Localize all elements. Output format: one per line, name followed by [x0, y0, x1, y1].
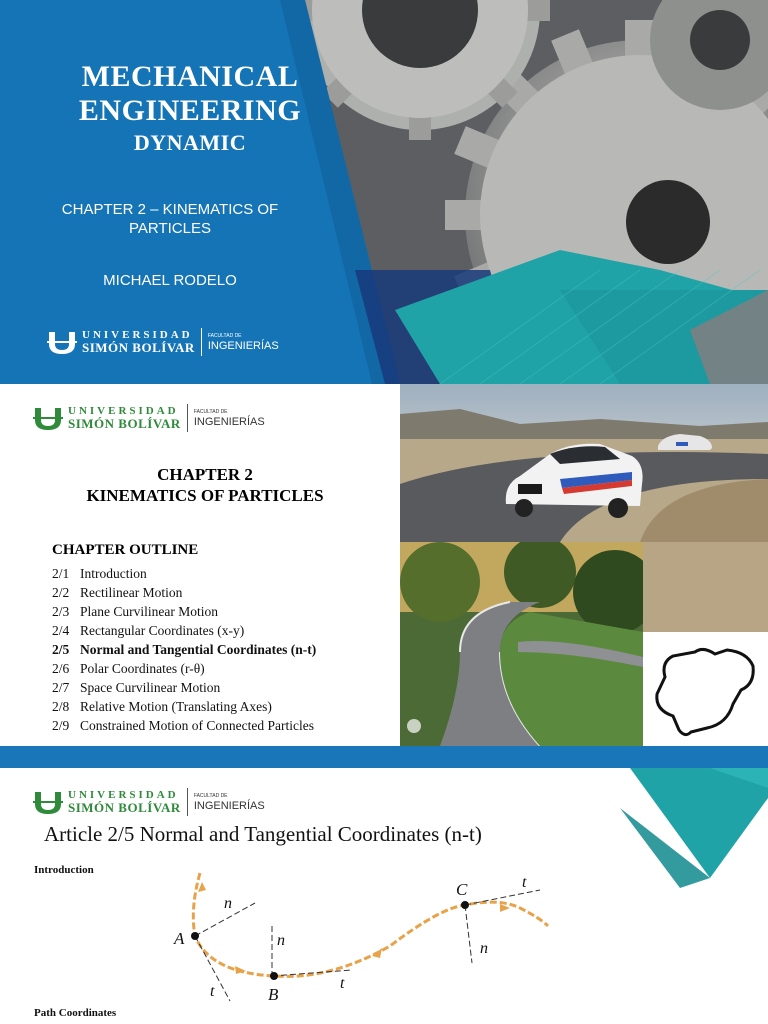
outline-item: 2/1 Introduction	[52, 566, 147, 581]
title-line-2: ENGINEERING	[78, 94, 302, 127]
university-logo	[32, 788, 265, 816]
label-t-C: t	[522, 874, 527, 891]
outline-item: 2/7 Space Curvilinear Motion	[52, 680, 221, 695]
logo-divider	[187, 404, 188, 432]
section-divider-band	[0, 746, 768, 768]
path-arrow	[198, 882, 206, 892]
outline-title: CHAPTER OUTLINE	[52, 542, 199, 558]
title-line-1: MECHANICAL	[81, 60, 299, 93]
label-A: A	[174, 929, 185, 948]
university-emblem-icon	[32, 789, 64, 815]
point-A	[191, 932, 199, 940]
outline-item: 2/3 Plane Curvilinear Motion	[52, 604, 218, 619]
particle-path	[193, 873, 548, 976]
n-t-path-diagram	[160, 868, 560, 1008]
logo-faculty-small: FACULTAD DE	[207, 332, 242, 339]
outline-item: 2/4 Rectangular Coordinates (x-y)	[52, 623, 245, 638]
logo-faculty: INGENIERÍAS	[207, 339, 279, 352]
outline-item: 2/8 Relative Motion (Translating Axes)	[52, 699, 272, 714]
track-map-icon	[643, 632, 768, 746]
chapter-outline-slide	[0, 384, 768, 746]
race-car-photo	[400, 384, 768, 542]
logo-name: SIMÓN BOLÍVAR	[82, 340, 195, 355]
logo-name: SIMÓN BOLÍVAR	[68, 416, 181, 431]
logo-university: UNIVERSIDAD	[68, 405, 179, 417]
chapter-subtitle: CHAPTER 2 – KINEMATICS OF PARTICLES	[61, 201, 279, 237]
path-arrow	[372, 948, 382, 958]
label-n-A: n	[224, 895, 232, 912]
logo-faculty-small: FACULTAD DE	[193, 792, 228, 799]
logo-faculty: INGENIERÍAS	[193, 415, 265, 428]
track-terrain-photo	[643, 542, 768, 632]
university-logo	[32, 404, 265, 432]
normal-axis-C	[465, 905, 472, 963]
title-line-3: DYNAMIC	[133, 130, 247, 155]
point-B	[270, 972, 278, 980]
path-coordinates-heading: Path Coordinates	[34, 1007, 117, 1019]
label-t-A: t	[210, 983, 215, 1000]
outline-item: 2/9 Constrained Motion of Connected Particles	[52, 718, 314, 733]
label-t-B: t	[340, 975, 345, 992]
outline-item: 2/2 Rectilinear Motion	[52, 585, 183, 600]
point-C	[461, 901, 469, 909]
logo-faculty-small: FACULTAD DE	[193, 408, 228, 415]
chapter-outline-list	[52, 564, 316, 735]
logo-name: SIMÓN BOLÍVAR	[68, 800, 181, 815]
introduction-heading: Introduction	[34, 864, 94, 876]
logo-faculty: INGENIERÍAS	[193, 799, 265, 812]
author-name: MICHAEL RODELO	[103, 272, 237, 289]
article-title: Article 2/5 Normal and Tangential Coordinates (n-t)	[44, 822, 482, 846]
chapter-heading-line-1: CHAPTER 2	[157, 465, 253, 484]
chapter-heading	[40, 464, 370, 506]
path-arrow	[235, 966, 246, 974]
label-B: B	[268, 985, 279, 1004]
logo-divider	[187, 788, 188, 816]
outline-item: 2/6 Polar Coordinates (r-θ)	[52, 661, 205, 676]
article-slide	[0, 768, 768, 1024]
university-emblem-icon	[32, 405, 64, 431]
logo-university: UNIVERSIDAD	[68, 789, 179, 801]
university-logo	[46, 328, 279, 356]
outline-item-current: 2/5 Normal and Tangential Coordinates (n-t)	[52, 642, 317, 657]
label-n-C: n	[480, 940, 488, 957]
path-arrow	[500, 904, 510, 912]
teal-corner-decoration	[560, 768, 768, 898]
blue-title-panel	[0, 0, 768, 384]
logo-university: UNIVERSIDAD	[82, 329, 193, 341]
university-emblem-icon	[46, 329, 78, 355]
race-track-photo	[400, 542, 643, 746]
label-C: C	[456, 880, 468, 899]
title-slide	[0, 0, 768, 384]
label-n-B: n	[277, 932, 285, 949]
logo-divider	[201, 328, 202, 356]
chapter-heading-line-2: KINEMATICS OF PARTICLES	[86, 486, 324, 505]
